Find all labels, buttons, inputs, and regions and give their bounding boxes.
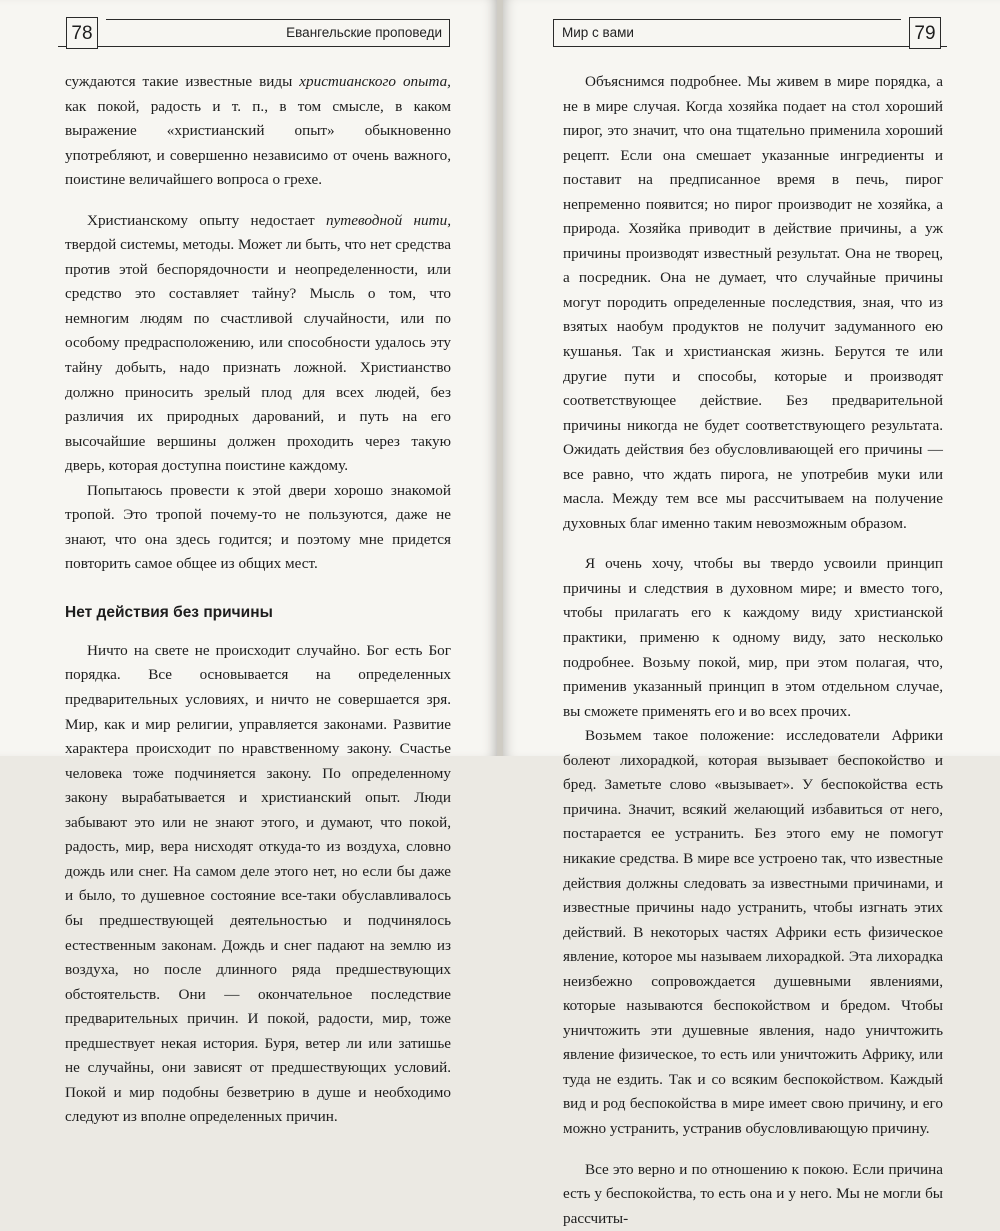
running-title: Евангельские проповеди: [286, 25, 442, 40]
header-rule: [553, 19, 554, 46]
italic-phrase: христианского опыта,: [299, 73, 451, 90]
right-running-head: [553, 17, 947, 53]
left-running-head: [58, 17, 450, 53]
header-rule: [106, 19, 450, 20]
page-number: 78: [66, 17, 98, 49]
right-page: [503, 0, 1000, 1227]
paragraph: Ничто на свете не происходит случайно. Бог есть Бог порядка. Все основывается на определенных предварительных условиях, и ничто не совершается зря. Мир, как и мир религии, управляется законами. Развитие характера происходит по нравственному закону. Счастье человека тоже подчиняется закону. По определенному закону вырабатывается и христианский опыт. Люди забывают это или не знают этого, и думают, что покой, радость, мир, вера нисходят откуда-то из воздуха, словно дождь или снег. На самом деле этого нет, но если бы даже и было, то душевное состояние все-таки обуславливалось бы предшествующей деятельностью и подчинялось естественным законам. Дождь и снег падают на землю из воздуха, но после длинного ряда предшествующих обстоятельств. Они — окончательное последствие предварительных причин. И покой, радости, мир, тоже предшествует некая история. Буря, ветер ли или затишье не случайны, они зависят от предшествующих условий. Покой и мир подобны безветрию в душе и необходимо следуют из вполне определенных причин.: [65, 641, 451, 1126]
paragraph: Все это верно и по отношению к покою. Если причина есть у беспокойства, то есть она и у него. Мы не могли бы рассчиты-: [563, 1160, 943, 1227]
paragraph: Объяснимся подробнее. Мы живем в мире порядка, а не в мире случая. Когда хозяйка подает на стол хороший пирог, это значит, что она тщательно применила хороший рецепт. Если она смешает указанные ингредиенты и поставит на предписанное время в печь, пирог непременно появится; но пирог производит не хозяйка, а природа. Хозяйка приводит в действие причины, а уж причины производят известный результат. Она не творец, а посредник. Она не думает, что случайные причины могут породить определенные последствия, зная, что из взятых наобум продуктов не получит задуманного ею кушанья. Так и христианская жизнь. Берутся те или другие пути и способы, которые и производят соответствующее действие. Без предварительной причины никогда не будет соответствующего результата. Ожидать действия без обусловливающей его причины — все равно, что ждать пирога, не употребив муки или масла. Между тем все мы рассчитываем на получение духовных благ именно таким невозможным образом.: [563, 73, 943, 532]
paragraph: Возьмем такое положение: исследователи Африки болеют лихорадкой, которая вызывает беспокойство и бред. Заметьте слово «вызывает». У беспокойства есть причина. Значит, всякий желающий избавиться от него, постарается ее устранить. Без этого ему не помогут никакие средства. В мире все устроено так, что известные действия должны следовать за известными причинами, и известные причины надо устранить, чтобы изгнать этих действий. В некоторых частях Африки есть физическое явление, которое мы называем лихорадкой. Эта лихорадка неизбежно сопровождается душевными явлениями, которые называются беспокойством и бредом. Чтобы уничтожить эти душевные явления, надо уничтожить явление физическое, то есть или уничтожить Африку, или туда не ездить. Так и со всяким беспокойством. Каждый вид и род беспокойства в мире имеет свою причину, и его можно устранить, устранив обусловливающую причину.: [563, 727, 943, 1137]
italic-phrase: путеводной нити,: [325, 211, 451, 229]
header-rule: [449, 19, 450, 46]
header-rule: [553, 46, 947, 47]
paragraph: суждаются такие известные виды христианского опыта, как покой, радость и т. п., в том смысле, в каком выражение «христианский опыт» обыкновенно употребляют, и совершенно независимо от очень важного, поистине величайшего вопроса о грехе.: [65, 73, 451, 189]
page-number: 79: [909, 17, 941, 49]
left-page: [0, 0, 497, 1126]
header-rule: [58, 46, 450, 47]
paragraph: Попытаюсь провести к этой двери хорошо знакомой тропой. Это тропой почему-то не пользуются, даже не знают, что она здесь годится; и поэтому мне придется повторить самое общее из общих мест.: [65, 481, 451, 573]
running-title: Мир с вами: [562, 25, 634, 40]
paragraph: Я очень хочу, чтобы вы твердо усвоили принцип причины и следствия в духовном мире; и вместо того, чтобы прилагать его к каждому виду христианской практики, применю к одному виду, зато несколько подробнее. Возьму покой, мир, при этом полагая, что, применив указанный принцип в этом отдельном случае, вы сможете применять его и во всех прочих.: [563, 555, 943, 720]
section-heading: Нет действия без причины: [65, 603, 273, 621]
header-rule: [553, 19, 901, 20]
right-page-body: [563, 70, 943, 1231]
paragraph: Христианскому опыту недостает путеводной нити, твердой системы, методы. Может ли быть, что нет средства против этой беспорядочности и неопределенности, или средство это составляет тайну? Мысль о том, что немногим людям по счастливой случайности, или по особому предрасположению, или способности удалось эту тайну добыть, надо признать ложной. Христианство должно приносить зрелый плод для всех людей, без различия их природных дарований, и путь на его высочайшие вершины должен проходить через такую дверь, которая доступна поистине каждому.: [65, 211, 451, 475]
left-page-body: [65, 70, 451, 1130]
